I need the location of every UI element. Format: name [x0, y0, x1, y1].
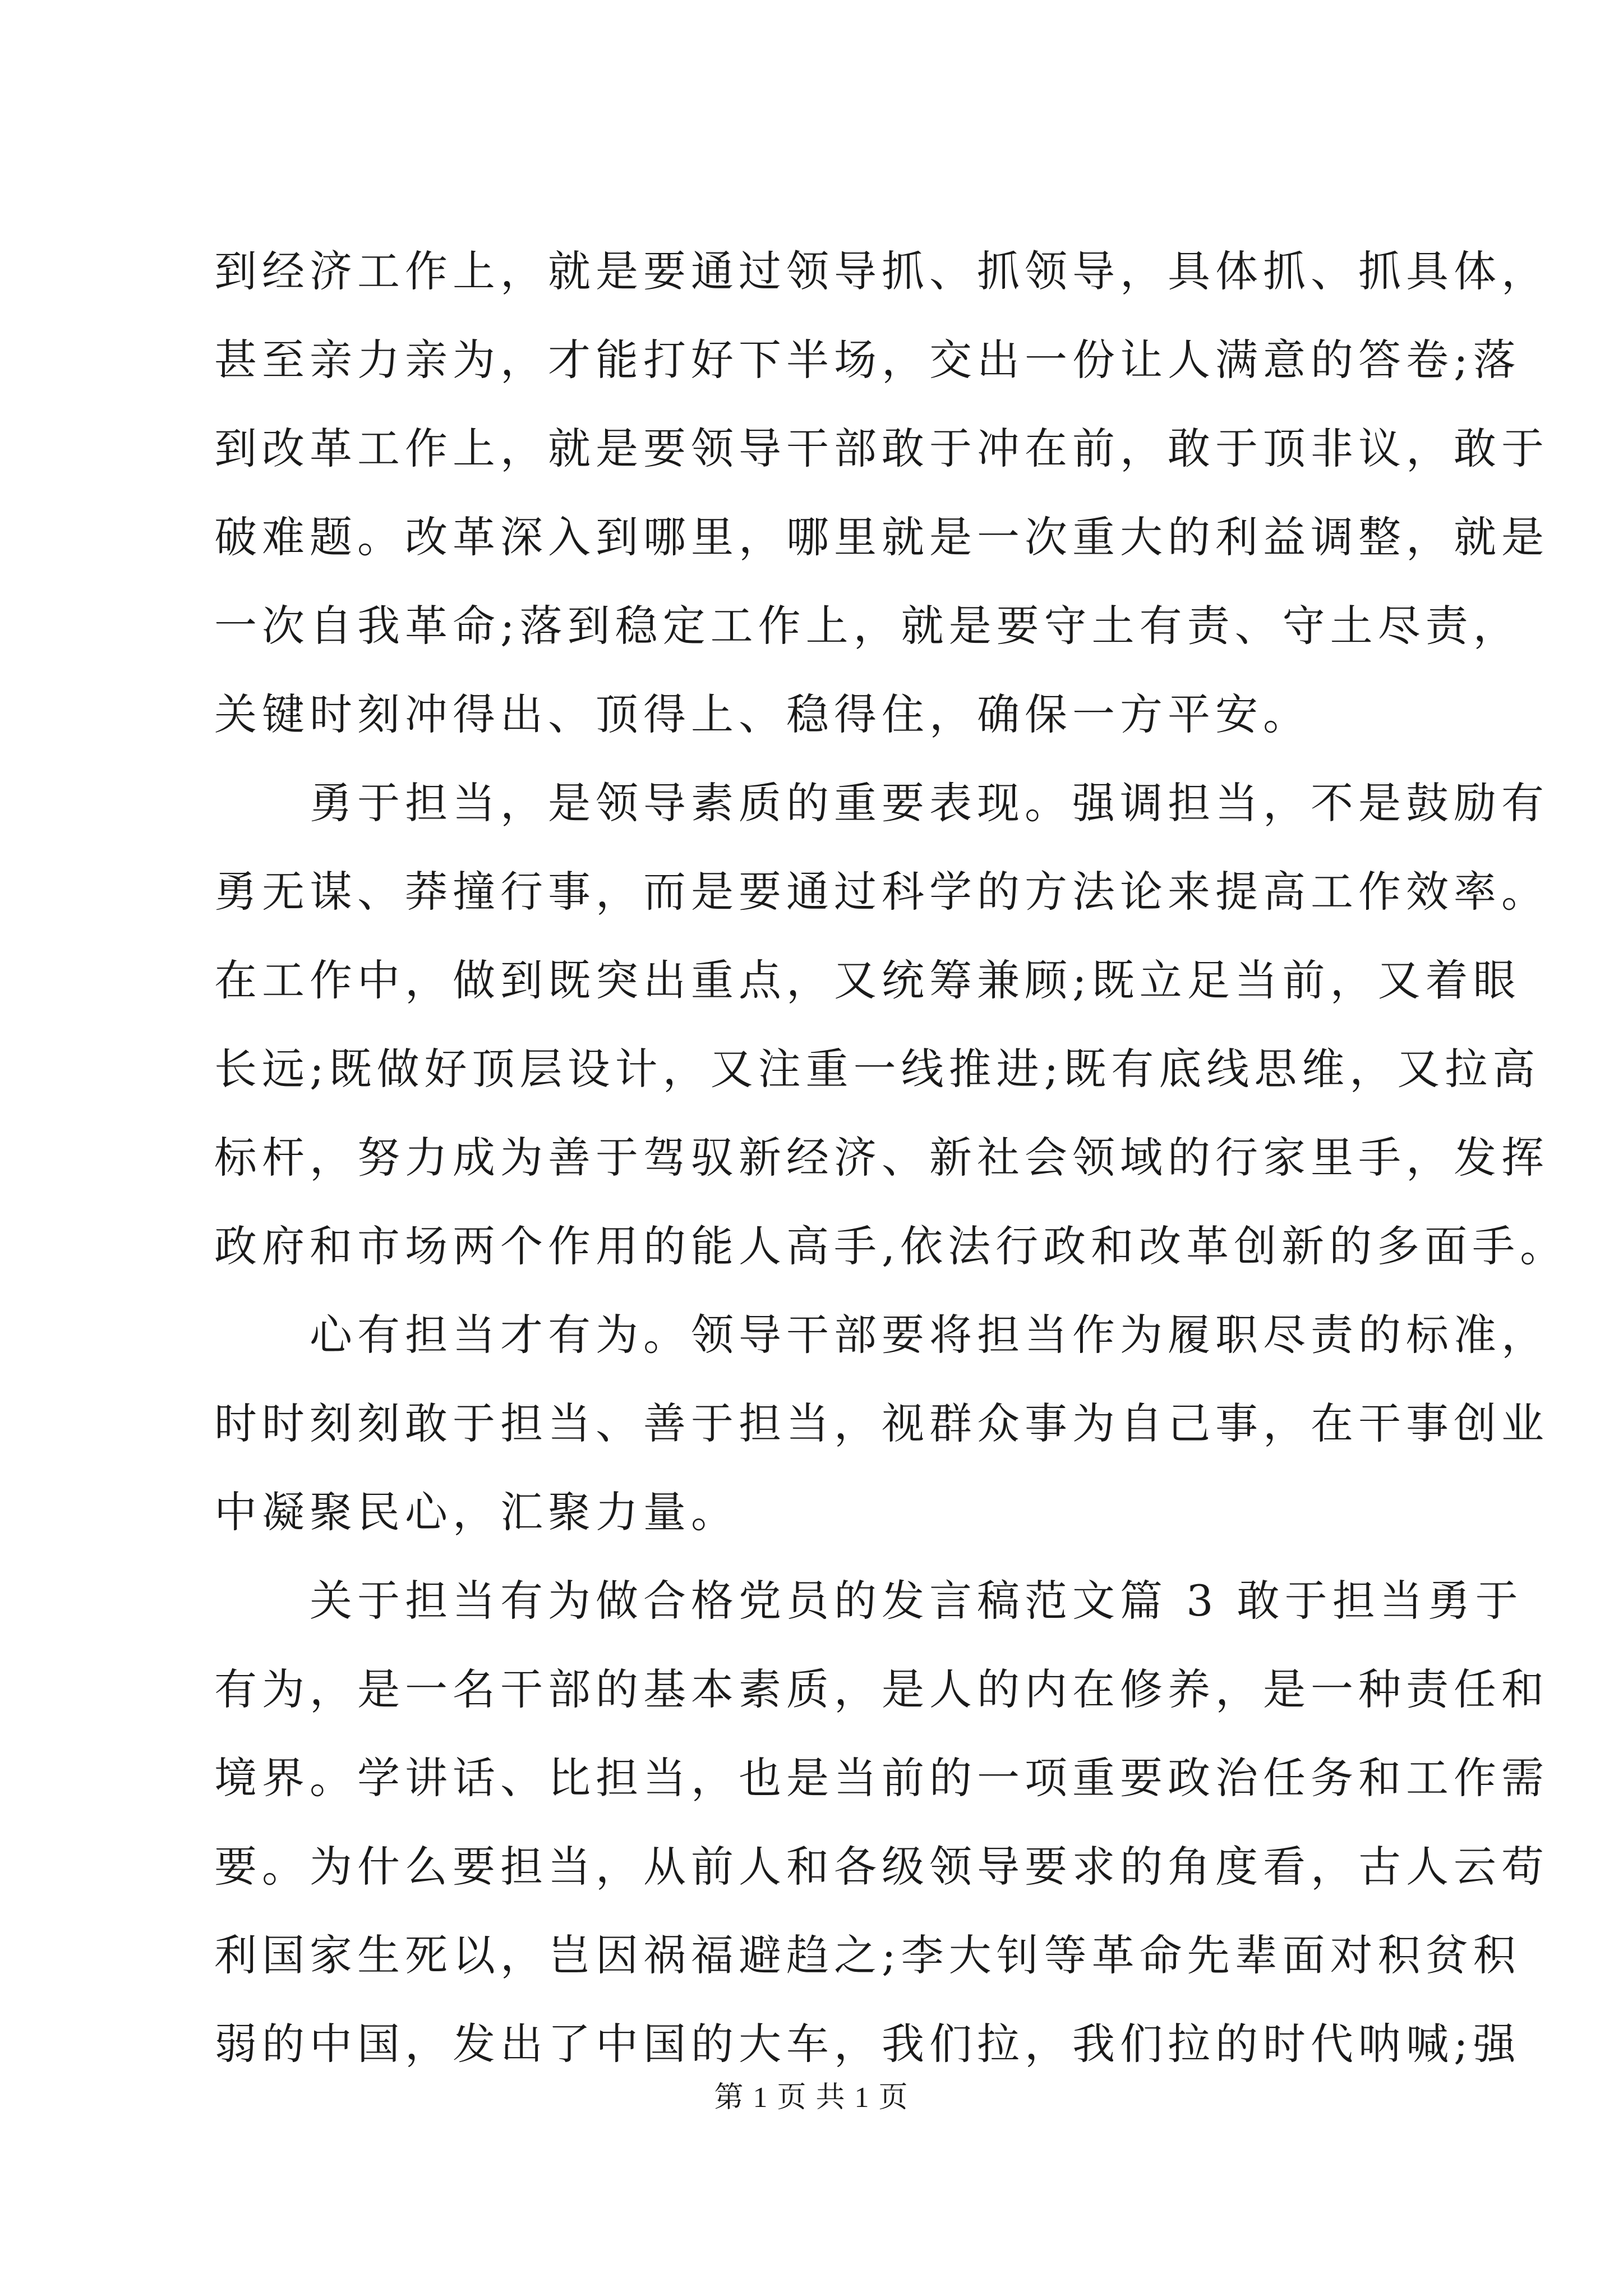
text-line: 到改革工作上，就是要领导干部敢于冲在前，敢于顶非议，敢于 [214, 424, 1549, 473]
paragraph-1 [214, 227, 1549, 759]
text-line: 标杆，努力成为善于驾驭新经济、新社会领域的行家里手，发挥 [214, 1133, 1549, 1182]
text-line: 要。为什么要担当，从前人和各级领导要求的角度看，古人云苟 [214, 1842, 1549, 1892]
text-line: 政府和市场两个作用的能人高手,依法行政和改革创新的多面手。 [214, 1221, 1568, 1271]
text-line: 勇无谋、莽撞行事，而是要通过科学的方法论来提高工作效率。 [214, 867, 1549, 917]
paragraph-2 [214, 759, 1568, 1291]
text-line: 甚至亲力亲为，才能打好下半场，交出一份让人满意的答卷;落 [214, 335, 1521, 385]
text-line: 一次自我革命;落到稳定工作上，就是要守土有责、守土尽责， [214, 601, 1521, 651]
text-line: 利国家生死以，岂因祸福避趋之;李大钊等革命先辈面对积贫积 [214, 1930, 1521, 1980]
text-line: 到经济工作上，就是要通过领导抓、抓领导，具体抓、抓具体， [214, 246, 1549, 296]
text-line: 中凝聚民心，汇聚力量。 [214, 1487, 739, 1537]
body-text [214, 227, 1568, 2088]
text-line: 长远;既做好顶层设计，又注重一线推进;既有底线思维，又拉高 [214, 1044, 1541, 1094]
paragraph-3 [214, 1291, 1549, 1557]
text-line: 有为，是一名干部的基本素质，是人的内在修养，是一种责任和 [214, 1664, 1549, 1714]
text-line: 关于担当有为做合格党员的发言稿范文篇 3 敢于担当勇于 [310, 1576, 1523, 1626]
text-line: 勇于担当，是领导素质的重要表现。强调担当，不是鼓励有 [310, 778, 1549, 828]
text-line: 时时刻刻敢于担当、善于担当，视群众事为自己事，在干事创业 [214, 1398, 1549, 1448]
text-line: 在工作中，做到既突出重点，又统筹兼顾;既立足当前，又着眼 [214, 955, 1521, 1005]
page-number-footer: 第 1 页 共 1 页 [714, 2082, 909, 2114]
text-line: 心有担当才有为。领导干部要将担当作为履职尽责的标准， [310, 1310, 1549, 1360]
text-line: 弱的中国，发出了中国的大车，我们拉，我们拉的时代呐喊;强 [214, 2019, 1521, 2069]
paragraph-4 [214, 1557, 1549, 2088]
text-line: 关键时刻冲得出、顶得上、稳得住，确保一方平安。 [214, 689, 1311, 739]
text-line: 破难题。改革深入到哪里，哪里就是一次重大的利益调整，就是 [214, 512, 1549, 562]
text-line: 境界。学讲话、比担当，也是当前的一项重要政治任务和工作需 [214, 1753, 1549, 1803]
